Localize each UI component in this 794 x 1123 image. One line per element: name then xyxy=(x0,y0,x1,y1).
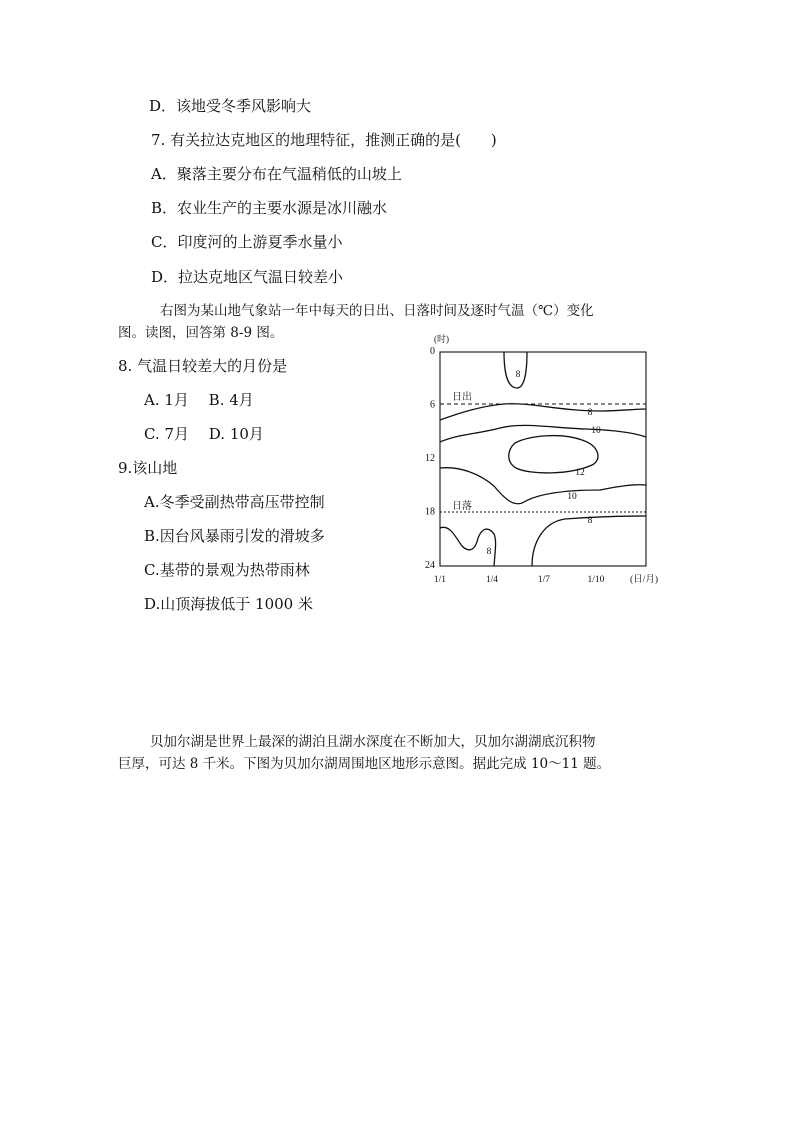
x-tick-label: 1/10 xyxy=(587,575,605,585)
q6-option-d: D．该地受冬季风影响大 xyxy=(149,97,312,115)
q8-options-row2: C. 7月 D. 10月 xyxy=(144,425,264,443)
contour-label: 12 xyxy=(575,468,585,478)
y-tick-label: 18 xyxy=(425,506,435,518)
y-tick-label: 0 xyxy=(430,346,435,357)
contour-label: 8 xyxy=(587,516,593,526)
q7-stem: 7. 有关拉达克地区的地理特征，推测正确的是( ) xyxy=(151,131,497,149)
y-tick-label: 12 xyxy=(425,453,435,464)
y-tick-label: 6 xyxy=(430,399,435,411)
x-axis-label: (日/月) xyxy=(630,575,658,585)
sunset-label: 日落 xyxy=(452,501,472,512)
intro-8-9-line2: 图。读图，回答第 8-9 图。 xyxy=(118,325,284,341)
x-tick-label: 1/4 xyxy=(485,575,499,585)
q9-option-d: D.山顶海拔低于 1000 米 xyxy=(144,595,313,613)
q9-stem: 9.该山地 xyxy=(118,459,178,477)
x-tick-label: 1/1 xyxy=(433,575,447,585)
q7-option-b: B．农业生产的主要水源是冰川融水 xyxy=(151,199,388,217)
temperature-contour-chart xyxy=(420,330,680,592)
plot-frame xyxy=(440,352,646,566)
contour-label: 10 xyxy=(591,426,601,436)
contour-label: 8 xyxy=(486,547,492,557)
q9-option-c: C.基带的景观为热带雨林 xyxy=(144,561,310,579)
x-tick-label: 1/7 xyxy=(537,575,551,585)
q9-option-b: B.因台风暴雨引发的滑坡多 xyxy=(144,527,325,545)
y-axis-label: (时) xyxy=(434,334,449,344)
q8-options-row1: A. 1月 B. 4月 xyxy=(144,391,254,409)
contour-10-upper xyxy=(440,425,646,442)
q7-option-a: A．聚落主要分布在气温稍低的山坡上 xyxy=(151,165,402,183)
y-tick-label: 24 xyxy=(425,560,435,571)
q8-stem: 8. 气温日较差大的月份是 xyxy=(118,357,288,375)
intro-10-11-line1: 贝加尔湖是世界上最深的湖泊且湖水深度在不断加大，贝加尔湖湖底沉积物 xyxy=(150,734,596,750)
q9-option-a: A.冬季受副热带高压带控制 xyxy=(144,493,325,511)
q7-option-d: D．拉达克地区气温日较差小 xyxy=(151,268,344,286)
contour-label: 8 xyxy=(587,408,593,418)
q7-option-c: C．印度河的上游夏季水量小 xyxy=(151,233,343,251)
contour-label: 10 xyxy=(567,492,577,502)
contour-8-upper xyxy=(440,404,646,420)
contour-label: 8 xyxy=(515,370,521,380)
intro-8-9-line1: 右图为某山地气象站一年中每天的日出、日落时间及逐时气温（℃）变化 xyxy=(160,303,594,319)
sunrise-label: 日出 xyxy=(452,392,472,403)
intro-10-11-line2: 巨厚，可达 8 千米。下图为贝加尔湖周围地区地形示意图。据此完成 10～11 题。 xyxy=(118,756,611,772)
